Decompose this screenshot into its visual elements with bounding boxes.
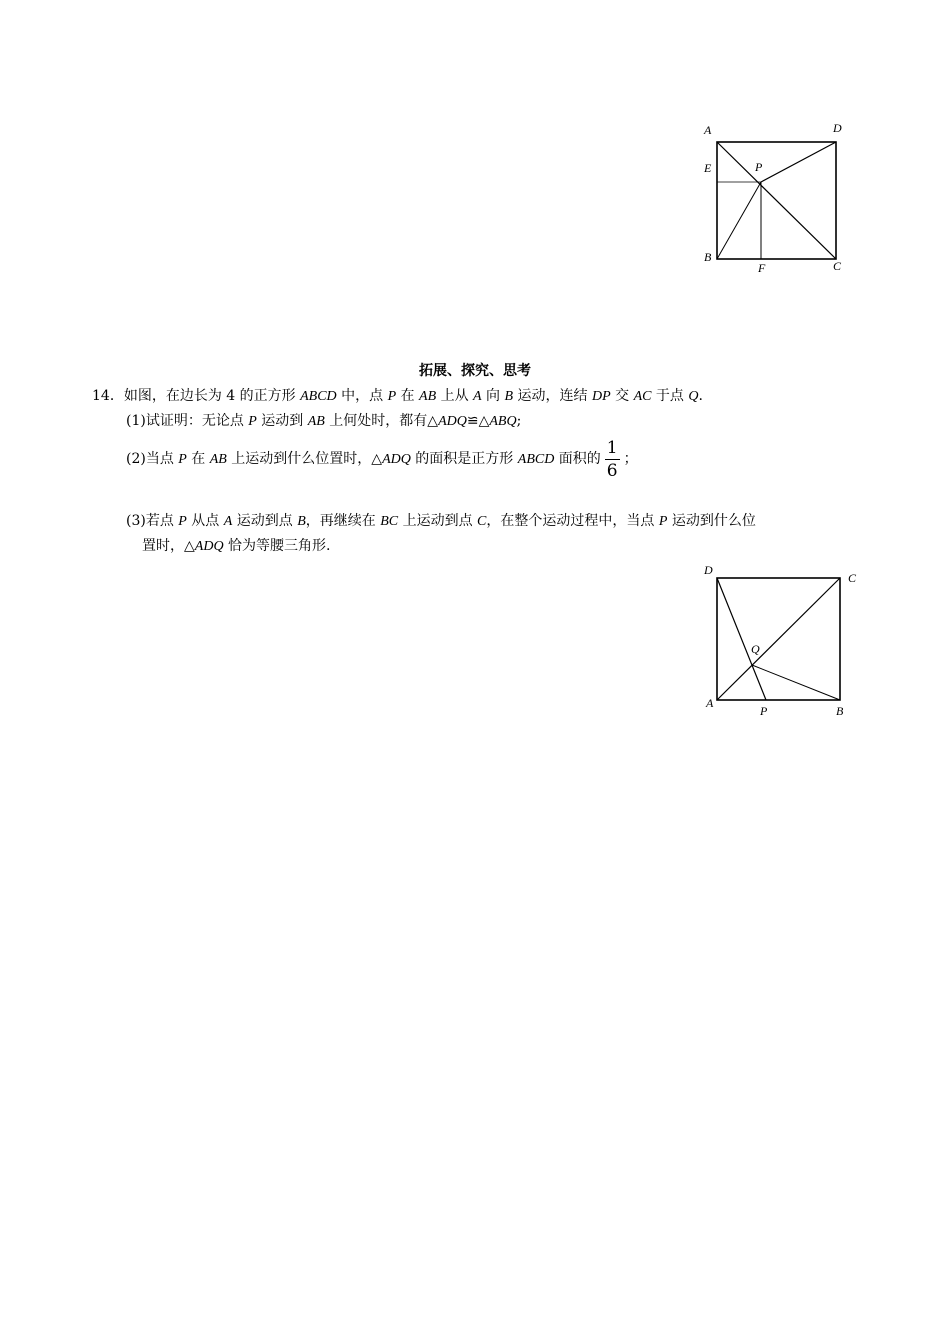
part-3-continued: 置时，△ADQ 恰为等腰三角形.	[142, 538, 331, 554]
fraction-denominator: 6	[606, 460, 618, 481]
problem-number: 14．	[92, 388, 124, 404]
diagonal-ac	[717, 578, 840, 700]
segment-dp	[761, 142, 836, 182]
part-1: (1)试证明：无论点 P 运动到 AB 上何处时，都有△ADQ≌△ABQ;	[126, 413, 522, 429]
label-f: F	[758, 261, 766, 275]
label-c: C	[833, 259, 842, 273]
part-2: (2)当点 P 在 AB 上运动到什么位置时，△ADQ 的面积是正方形 ABCD 面积的 $\frac{1}{6}$ ；	[126, 437, 638, 481]
label-a: A	[706, 696, 714, 710]
part-3: (3)若点 P 从点 A 运动到点 B，再继续在 BC 上运动到点 C，在整个运动过程中，当点 P 运动到什么位	[126, 513, 756, 529]
fraction-one-sixth	[605, 437, 620, 482]
label-b: B	[704, 250, 712, 264]
label-q: Q	[751, 642, 760, 656]
section-title: 拓展、探究、思考	[419, 363, 531, 379]
label-a: A	[704, 123, 712, 137]
label-b: B	[836, 704, 844, 718]
label-e: E	[704, 161, 712, 175]
figure-square-epf	[700, 118, 860, 278]
label-c: C	[848, 571, 857, 585]
problem-stem: 14．如图，在边长为 4 的正方形 ABCD 中，点 P 在 AB 上从 A 向 B 运动，连结 DP 交 AC 于点 Q.	[92, 388, 703, 404]
label-p: P	[760, 704, 768, 718]
diagonal-ac	[717, 142, 836, 259]
label-p: P	[755, 160, 763, 174]
segment-bq	[752, 665, 840, 700]
segment-dp	[717, 578, 766, 700]
label-d: D	[704, 563, 713, 577]
fraction-numerator: 1	[606, 437, 618, 458]
label-d: D	[833, 121, 842, 135]
figure-square-q	[700, 562, 860, 722]
segment-bp	[717, 182, 761, 259]
